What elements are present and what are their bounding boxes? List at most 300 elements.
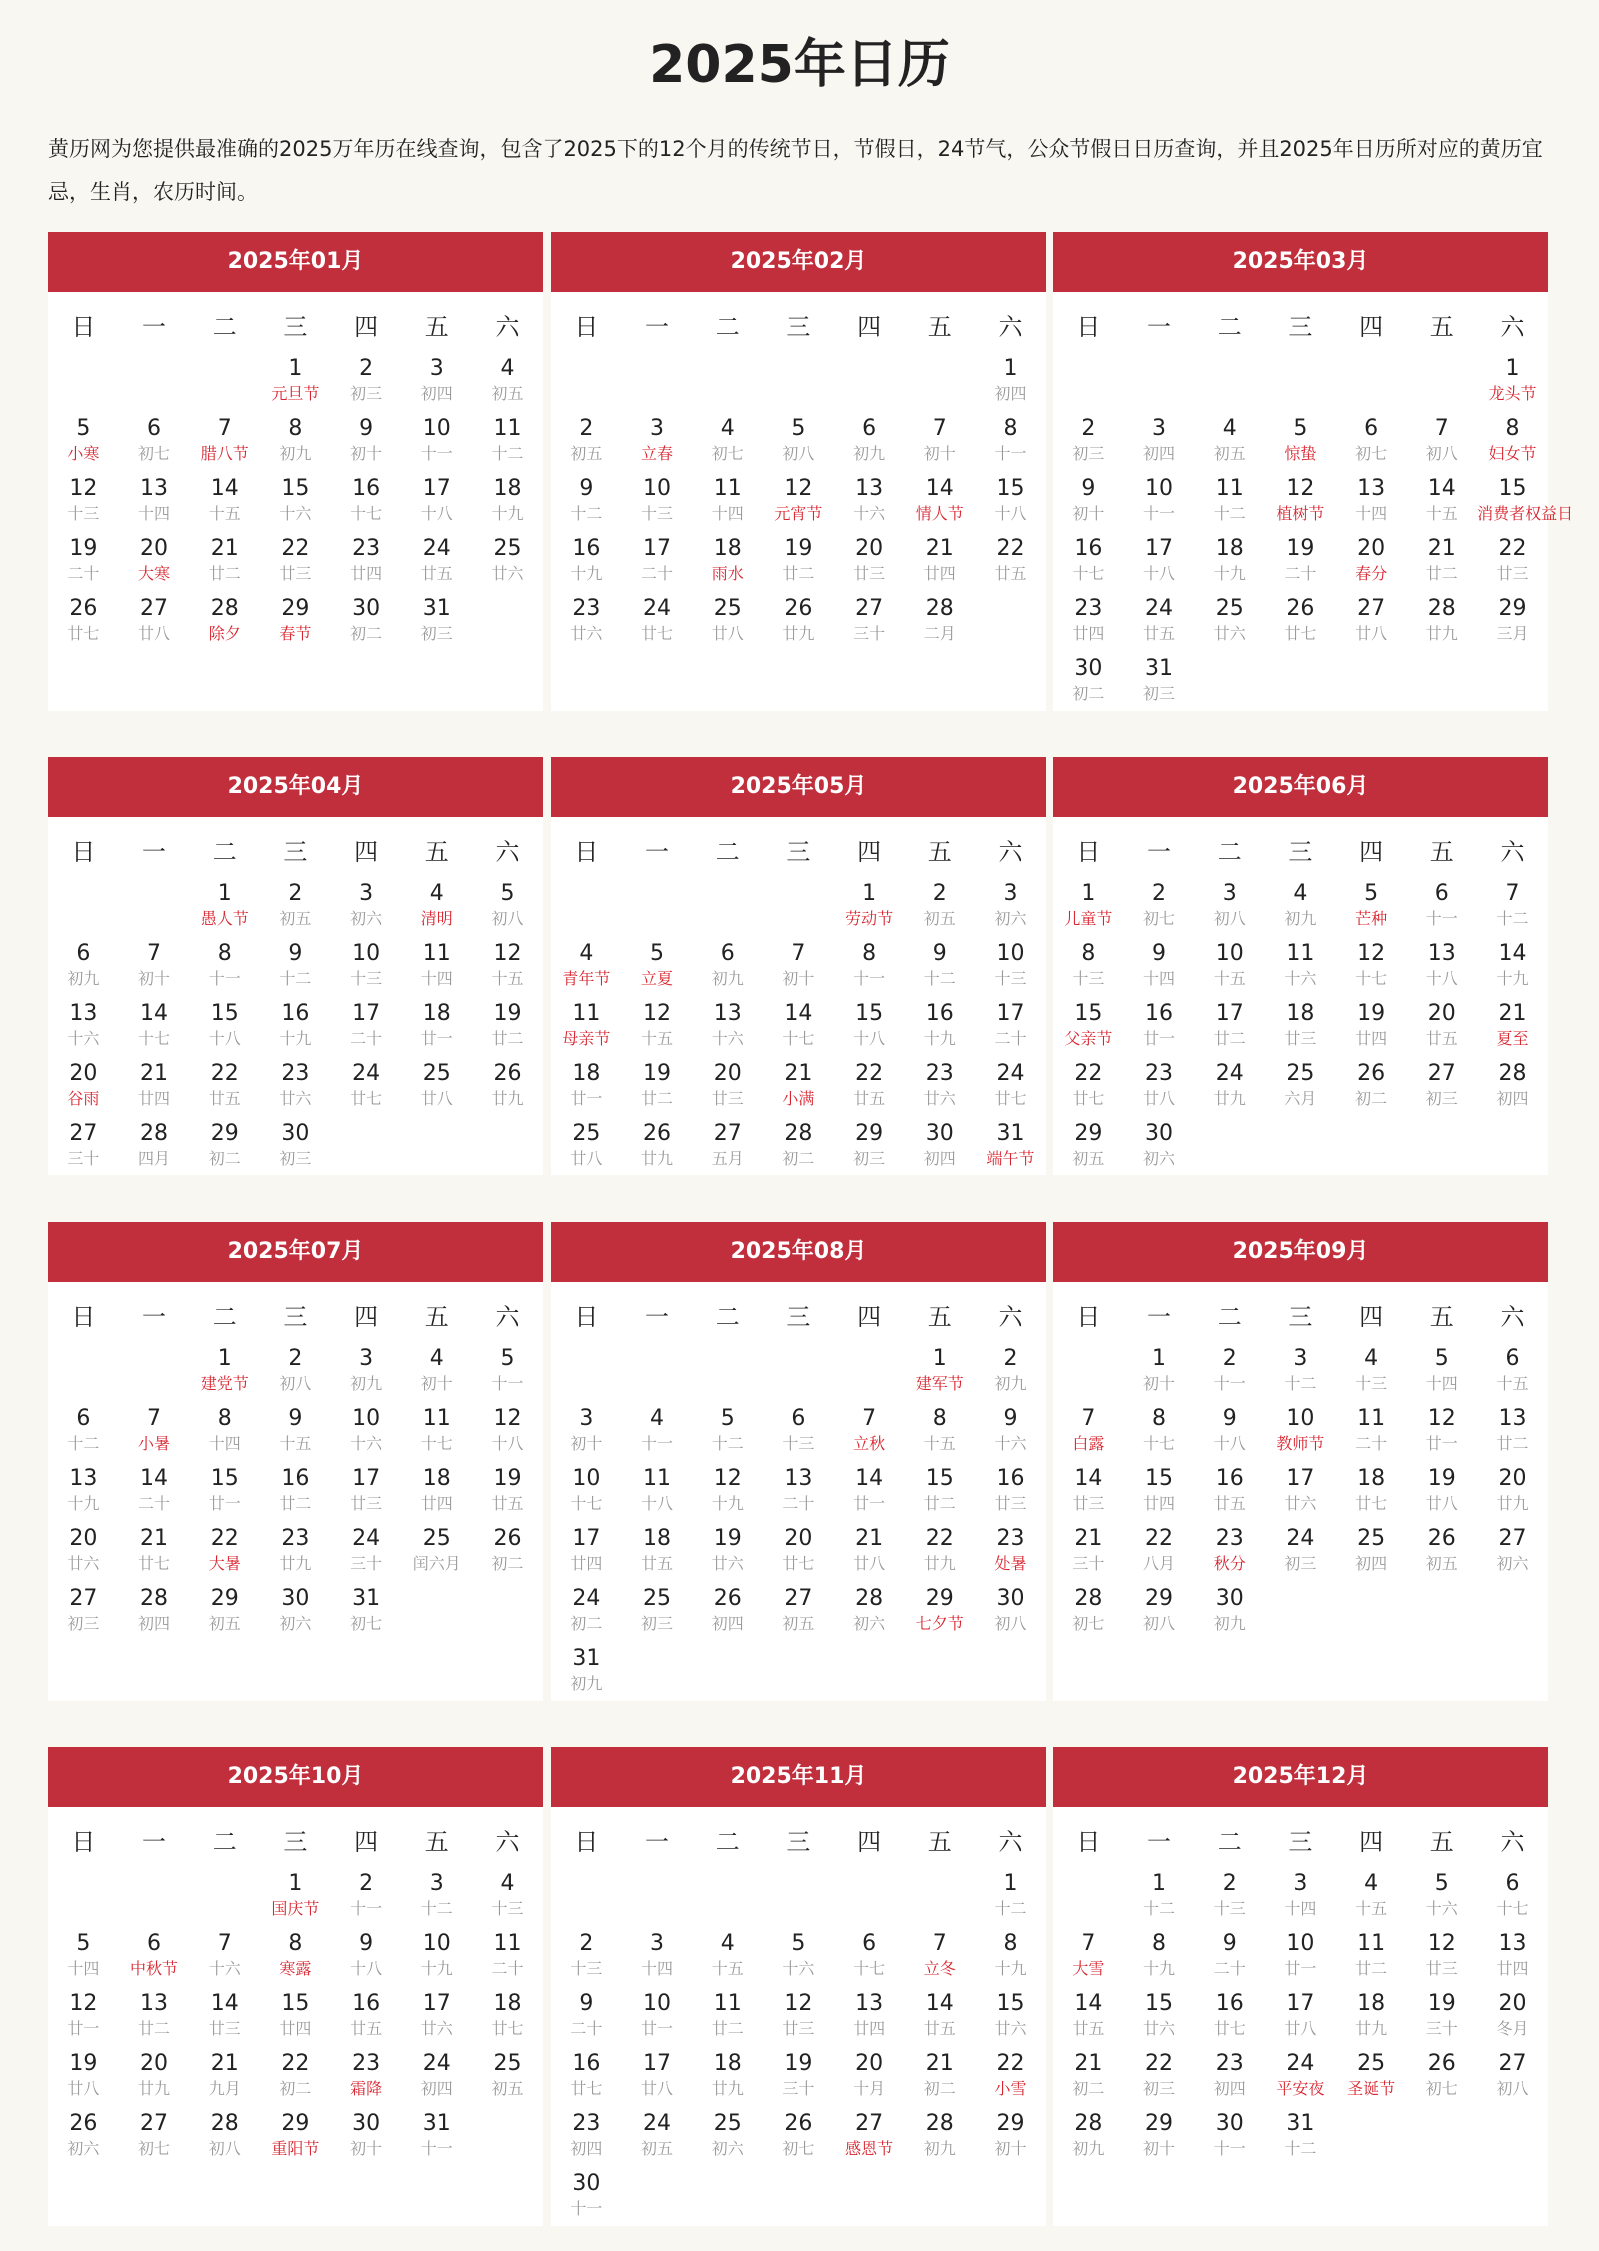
day-cell[interactable] xyxy=(1194,536,1265,596)
day-cell[interactable] xyxy=(834,1406,905,1466)
day-cell[interactable] xyxy=(622,1586,693,1646)
day-cell[interactable] xyxy=(1265,1871,1336,1931)
day-cell[interactable] xyxy=(401,1001,472,1061)
day-cell[interactable] xyxy=(189,1526,260,1586)
day-cell[interactable] xyxy=(1477,536,1548,596)
day-cell[interactable] xyxy=(763,596,834,656)
day-cell[interactable] xyxy=(692,536,763,596)
day-cell[interactable] xyxy=(1053,881,1124,941)
day-cell[interactable] xyxy=(401,2051,472,2111)
day-cell[interactable] xyxy=(1477,1991,1548,2051)
month-header[interactable]: 2025年10月 xyxy=(48,1747,543,1807)
day-cell[interactable] xyxy=(904,476,975,536)
day-cell[interactable] xyxy=(260,941,331,1001)
day-cell[interactable] xyxy=(260,536,331,596)
day-cell[interactable] xyxy=(260,1406,331,1466)
day-cell[interactable] xyxy=(1194,1466,1265,1526)
day-cell[interactable] xyxy=(472,1406,543,1466)
day-cell[interactable] xyxy=(48,1991,119,2051)
day-cell[interactable] xyxy=(763,1931,834,1991)
day-cell[interactable] xyxy=(1053,416,1124,476)
day-cell[interactable] xyxy=(1053,656,1124,716)
day-cell[interactable] xyxy=(331,356,402,416)
day-cell[interactable] xyxy=(904,2111,975,2171)
day-cell[interactable] xyxy=(551,2171,622,2231)
day-cell[interactable] xyxy=(1053,941,1124,1001)
day-cell[interactable] xyxy=(1053,1001,1124,1061)
day-cell[interactable] xyxy=(975,1346,1046,1406)
day-cell[interactable] xyxy=(119,536,190,596)
day-cell[interactable] xyxy=(975,941,1046,1001)
day-cell[interactable] xyxy=(119,1586,190,1646)
day-cell[interactable] xyxy=(48,941,119,1001)
day-cell[interactable] xyxy=(1265,1931,1336,1991)
day-cell[interactable] xyxy=(1406,1406,1477,1466)
day-cell[interactable] xyxy=(622,1466,693,1526)
day-cell[interactable] xyxy=(692,1991,763,2051)
day-cell[interactable] xyxy=(472,1466,543,1526)
day-cell[interactable] xyxy=(260,476,331,536)
day-cell[interactable] xyxy=(331,2051,402,2111)
day-cell[interactable] xyxy=(260,1871,331,1931)
day-cell[interactable] xyxy=(1124,656,1195,716)
day-cell[interactable] xyxy=(1053,1406,1124,1466)
day-cell[interactable] xyxy=(904,1406,975,1466)
day-cell[interactable] xyxy=(975,476,1046,536)
day-cell[interactable] xyxy=(1194,1346,1265,1406)
day-cell[interactable] xyxy=(331,1001,402,1061)
day-cell[interactable] xyxy=(472,1991,543,2051)
day-cell[interactable] xyxy=(551,416,622,476)
day-cell[interactable] xyxy=(1265,536,1336,596)
day-cell[interactable] xyxy=(1336,596,1407,656)
day-cell[interactable] xyxy=(834,881,905,941)
day-cell[interactable] xyxy=(834,596,905,656)
day-cell[interactable] xyxy=(260,2051,331,2111)
day-cell[interactable] xyxy=(975,2111,1046,2171)
day-cell[interactable] xyxy=(1406,536,1477,596)
day-cell[interactable] xyxy=(692,476,763,536)
day-cell[interactable] xyxy=(260,1931,331,1991)
day-cell[interactable] xyxy=(692,941,763,1001)
day-cell[interactable] xyxy=(331,1871,402,1931)
day-cell[interactable] xyxy=(260,416,331,476)
day-cell[interactable] xyxy=(1406,1466,1477,1526)
day-cell[interactable] xyxy=(1406,1061,1477,1121)
day-cell[interactable] xyxy=(1406,596,1477,656)
day-cell[interactable] xyxy=(692,1586,763,1646)
day-cell[interactable] xyxy=(1477,1931,1548,1991)
day-cell[interactable] xyxy=(551,596,622,656)
day-cell[interactable] xyxy=(331,1406,402,1466)
day-cell[interactable] xyxy=(48,1526,119,1586)
day-cell[interactable] xyxy=(1053,1526,1124,1586)
day-cell[interactable] xyxy=(260,1526,331,1586)
day-cell[interactable] xyxy=(119,1001,190,1061)
day-cell[interactable] xyxy=(1265,476,1336,536)
day-cell[interactable] xyxy=(1194,1406,1265,1466)
day-cell[interactable] xyxy=(551,1931,622,1991)
day-cell[interactable] xyxy=(834,416,905,476)
day-cell[interactable] xyxy=(692,2111,763,2171)
day-cell[interactable] xyxy=(331,536,402,596)
day-cell[interactable] xyxy=(1406,881,1477,941)
day-cell[interactable] xyxy=(551,941,622,1001)
day-cell[interactable] xyxy=(763,1406,834,1466)
day-cell[interactable] xyxy=(260,1061,331,1121)
day-cell[interactable] xyxy=(975,1061,1046,1121)
day-cell[interactable] xyxy=(1053,2111,1124,2171)
day-cell[interactable] xyxy=(1194,1526,1265,1586)
day-cell[interactable] xyxy=(48,1586,119,1646)
day-cell[interactable] xyxy=(1124,1121,1195,1181)
day-cell[interactable] xyxy=(1477,1466,1548,1526)
day-cell[interactable] xyxy=(1265,1526,1336,1586)
day-cell[interactable] xyxy=(401,1346,472,1406)
day-cell[interactable] xyxy=(1124,536,1195,596)
day-cell[interactable] xyxy=(472,1346,543,1406)
day-cell[interactable] xyxy=(975,881,1046,941)
day-cell[interactable] xyxy=(189,881,260,941)
day-cell[interactable] xyxy=(331,941,402,1001)
day-cell[interactable] xyxy=(551,1586,622,1646)
day-cell[interactable] xyxy=(331,1061,402,1121)
day-cell[interactable] xyxy=(763,1466,834,1526)
day-cell[interactable] xyxy=(119,1406,190,1466)
day-cell[interactable] xyxy=(1194,476,1265,536)
day-cell[interactable] xyxy=(692,1001,763,1061)
day-cell[interactable] xyxy=(189,1991,260,2051)
day-cell[interactable] xyxy=(1124,476,1195,536)
day-cell[interactable] xyxy=(904,1001,975,1061)
day-cell[interactable] xyxy=(401,1991,472,2051)
day-cell[interactable] xyxy=(622,2111,693,2171)
day-cell[interactable] xyxy=(692,1406,763,1466)
day-cell[interactable] xyxy=(834,1121,905,1181)
day-cell[interactable] xyxy=(551,1991,622,2051)
day-cell[interactable] xyxy=(189,536,260,596)
day-cell[interactable] xyxy=(622,941,693,1001)
month-header[interactable]: 2025年05月 xyxy=(551,757,1046,817)
day-cell[interactable] xyxy=(1336,1466,1407,1526)
day-cell[interactable] xyxy=(1336,536,1407,596)
day-cell[interactable] xyxy=(189,1931,260,1991)
day-cell[interactable] xyxy=(551,1466,622,1526)
day-cell[interactable] xyxy=(975,1586,1046,1646)
day-cell[interactable] xyxy=(401,356,472,416)
day-cell[interactable] xyxy=(331,1991,402,2051)
day-cell[interactable] xyxy=(763,1061,834,1121)
day-cell[interactable] xyxy=(622,1991,693,2051)
day-cell[interactable] xyxy=(1265,1346,1336,1406)
day-cell[interactable] xyxy=(551,1001,622,1061)
day-cell[interactable] xyxy=(551,1121,622,1181)
day-cell[interactable] xyxy=(763,1526,834,1586)
day-cell[interactable] xyxy=(260,1001,331,1061)
day-cell[interactable] xyxy=(1124,1061,1195,1121)
day-cell[interactable] xyxy=(622,1061,693,1121)
month-header[interactable]: 2025年07月 xyxy=(48,1222,543,1282)
day-cell[interactable] xyxy=(48,1001,119,1061)
day-cell[interactable] xyxy=(119,1466,190,1526)
day-cell[interactable] xyxy=(1194,416,1265,476)
day-cell[interactable] xyxy=(551,1406,622,1466)
day-cell[interactable] xyxy=(1194,1001,1265,1061)
day-cell[interactable] xyxy=(834,2051,905,2111)
day-cell[interactable] xyxy=(834,1991,905,2051)
day-cell[interactable] xyxy=(1477,1346,1548,1406)
day-cell[interactable] xyxy=(189,1001,260,1061)
day-cell[interactable] xyxy=(1477,1061,1548,1121)
day-cell[interactable] xyxy=(1265,416,1336,476)
day-cell[interactable] xyxy=(401,416,472,476)
day-cell[interactable] xyxy=(904,536,975,596)
day-cell[interactable] xyxy=(763,1586,834,1646)
day-cell[interactable] xyxy=(622,1406,693,1466)
day-cell[interactable] xyxy=(401,536,472,596)
day-cell[interactable] xyxy=(472,416,543,476)
day-cell[interactable] xyxy=(119,1121,190,1181)
day-cell[interactable] xyxy=(189,1406,260,1466)
day-cell[interactable] xyxy=(975,1001,1046,1061)
day-cell[interactable] xyxy=(1265,1061,1336,1121)
day-cell[interactable] xyxy=(692,416,763,476)
day-cell[interactable] xyxy=(401,1061,472,1121)
day-cell[interactable] xyxy=(834,1001,905,1061)
day-cell[interactable] xyxy=(189,941,260,1001)
day-cell[interactable] xyxy=(904,881,975,941)
day-cell[interactable] xyxy=(1265,1991,1336,2051)
month-header[interactable]: 2025年09月 xyxy=(1053,1222,1548,1282)
day-cell[interactable] xyxy=(401,881,472,941)
day-cell[interactable] xyxy=(622,1931,693,1991)
day-cell[interactable] xyxy=(622,416,693,476)
day-cell[interactable] xyxy=(1406,1991,1477,2051)
day-cell[interactable] xyxy=(1336,2051,1407,2111)
day-cell[interactable] xyxy=(1406,1526,1477,1586)
day-cell[interactable] xyxy=(975,1526,1046,1586)
day-cell[interactable] xyxy=(119,596,190,656)
day-cell[interactable] xyxy=(189,1466,260,1526)
day-cell[interactable] xyxy=(904,1346,975,1406)
day-cell[interactable] xyxy=(1124,1586,1195,1646)
month-header[interactable]: 2025年08月 xyxy=(551,1222,1046,1282)
day-cell[interactable] xyxy=(1194,2051,1265,2111)
day-cell[interactable] xyxy=(904,1526,975,1586)
day-cell[interactable] xyxy=(401,1871,472,1931)
day-cell[interactable] xyxy=(1265,1001,1336,1061)
day-cell[interactable] xyxy=(904,1466,975,1526)
day-cell[interactable] xyxy=(472,881,543,941)
day-cell[interactable] xyxy=(904,1586,975,1646)
day-cell[interactable] xyxy=(1406,416,1477,476)
day-cell[interactable] xyxy=(622,1121,693,1181)
month-header[interactable]: 2025年03月 xyxy=(1053,232,1548,292)
day-cell[interactable] xyxy=(1053,1061,1124,1121)
day-cell[interactable] xyxy=(834,2111,905,2171)
day-cell[interactable] xyxy=(1336,1931,1407,1991)
day-cell[interactable] xyxy=(119,476,190,536)
day-cell[interactable] xyxy=(331,1466,402,1526)
day-cell[interactable] xyxy=(763,536,834,596)
day-cell[interactable] xyxy=(904,1931,975,1991)
day-cell[interactable] xyxy=(1477,1526,1548,1586)
day-cell[interactable] xyxy=(331,476,402,536)
day-cell[interactable] xyxy=(189,1121,260,1181)
day-cell[interactable] xyxy=(1124,1406,1195,1466)
day-cell[interactable] xyxy=(119,1931,190,1991)
day-cell[interactable] xyxy=(401,2111,472,2171)
day-cell[interactable] xyxy=(622,476,693,536)
day-cell[interactable] xyxy=(975,1121,1046,1181)
day-cell[interactable] xyxy=(472,1061,543,1121)
day-cell[interactable] xyxy=(401,1931,472,1991)
day-cell[interactable] xyxy=(692,1121,763,1181)
day-cell[interactable] xyxy=(472,356,543,416)
day-cell[interactable] xyxy=(1406,1346,1477,1406)
day-cell[interactable] xyxy=(551,1526,622,1586)
day-cell[interactable] xyxy=(1265,596,1336,656)
day-cell[interactable] xyxy=(48,596,119,656)
day-cell[interactable] xyxy=(692,1061,763,1121)
day-cell[interactable] xyxy=(1124,596,1195,656)
day-cell[interactable] xyxy=(331,1526,402,1586)
day-cell[interactable] xyxy=(189,1061,260,1121)
day-cell[interactable] xyxy=(1406,1871,1477,1931)
day-cell[interactable] xyxy=(1053,1466,1124,1526)
day-cell[interactable] xyxy=(1053,1586,1124,1646)
day-cell[interactable] xyxy=(551,476,622,536)
day-cell[interactable] xyxy=(260,881,331,941)
day-cell[interactable] xyxy=(1194,1586,1265,1646)
day-cell[interactable] xyxy=(48,536,119,596)
day-cell[interactable] xyxy=(1336,941,1407,1001)
day-cell[interactable] xyxy=(1477,1871,1548,1931)
day-cell[interactable] xyxy=(1053,476,1124,536)
day-cell[interactable] xyxy=(119,2051,190,2111)
day-cell[interactable] xyxy=(622,1001,693,1061)
month-header[interactable]: 2025年11月 xyxy=(551,1747,1046,1807)
day-cell[interactable] xyxy=(401,596,472,656)
day-cell[interactable] xyxy=(1053,1931,1124,1991)
month-header[interactable]: 2025年02月 xyxy=(551,232,1046,292)
day-cell[interactable] xyxy=(1477,941,1548,1001)
day-cell[interactable] xyxy=(1477,596,1548,656)
day-cell[interactable] xyxy=(1406,2051,1477,2111)
day-cell[interactable] xyxy=(975,1931,1046,1991)
day-cell[interactable] xyxy=(331,1346,402,1406)
day-cell[interactable] xyxy=(1406,941,1477,1001)
day-cell[interactable] xyxy=(331,1931,402,1991)
day-cell[interactable] xyxy=(48,1466,119,1526)
day-cell[interactable] xyxy=(1124,1871,1195,1931)
day-cell[interactable] xyxy=(472,476,543,536)
day-cell[interactable] xyxy=(1194,1931,1265,1991)
day-cell[interactable] xyxy=(1053,596,1124,656)
day-cell[interactable] xyxy=(622,2051,693,2111)
day-cell[interactable] xyxy=(551,2051,622,2111)
day-cell[interactable] xyxy=(1336,1526,1407,1586)
day-cell[interactable] xyxy=(834,1061,905,1121)
day-cell[interactable] xyxy=(834,476,905,536)
month-header[interactable]: 2025年12月 xyxy=(1053,1747,1548,1807)
month-header[interactable]: 2025年01月 xyxy=(48,232,543,292)
day-cell[interactable] xyxy=(834,1466,905,1526)
day-cell[interactable] xyxy=(1194,1871,1265,1931)
day-cell[interactable] xyxy=(763,416,834,476)
day-cell[interactable] xyxy=(622,536,693,596)
day-cell[interactable] xyxy=(119,1061,190,1121)
day-cell[interactable] xyxy=(1124,881,1195,941)
day-cell[interactable] xyxy=(260,1346,331,1406)
day-cell[interactable] xyxy=(1053,1121,1124,1181)
day-cell[interactable] xyxy=(260,2111,331,2171)
day-cell[interactable] xyxy=(48,476,119,536)
day-cell[interactable] xyxy=(1406,1931,1477,1991)
day-cell[interactable] xyxy=(692,2051,763,2111)
day-cell[interactable] xyxy=(331,596,402,656)
day-cell[interactable] xyxy=(975,1871,1046,1931)
day-cell[interactable] xyxy=(401,941,472,1001)
day-cell[interactable] xyxy=(472,1871,543,1931)
day-cell[interactable] xyxy=(260,1466,331,1526)
day-cell[interactable] xyxy=(1124,1991,1195,2051)
day-cell[interactable] xyxy=(904,2051,975,2111)
day-cell[interactable] xyxy=(1265,881,1336,941)
day-cell[interactable] xyxy=(975,1406,1046,1466)
day-cell[interactable] xyxy=(1053,1991,1124,2051)
day-cell[interactable] xyxy=(119,941,190,1001)
day-cell[interactable] xyxy=(622,1526,693,1586)
day-cell[interactable] xyxy=(834,1931,905,1991)
day-cell[interactable] xyxy=(551,536,622,596)
day-cell[interactable] xyxy=(472,2051,543,2111)
day-cell[interactable] xyxy=(119,2111,190,2171)
day-cell[interactable] xyxy=(975,536,1046,596)
day-cell[interactable] xyxy=(1124,1346,1195,1406)
day-cell[interactable] xyxy=(1265,1406,1336,1466)
day-cell[interactable] xyxy=(1124,416,1195,476)
day-cell[interactable] xyxy=(1336,1346,1407,1406)
day-cell[interactable] xyxy=(1336,476,1407,536)
day-cell[interactable] xyxy=(260,1991,331,2051)
day-cell[interactable] xyxy=(189,476,260,536)
day-cell[interactable] xyxy=(48,1406,119,1466)
day-cell[interactable] xyxy=(551,1646,622,1706)
day-cell[interactable] xyxy=(48,2051,119,2111)
day-cell[interactable] xyxy=(692,1931,763,1991)
day-cell[interactable] xyxy=(1477,1406,1548,1466)
day-cell[interactable] xyxy=(331,1586,402,1646)
day-cell[interactable] xyxy=(472,1001,543,1061)
day-cell[interactable] xyxy=(763,1991,834,2051)
day-cell[interactable] xyxy=(1477,476,1574,536)
day-cell[interactable] xyxy=(119,1526,190,1586)
day-cell[interactable] xyxy=(401,1406,472,1466)
day-cell[interactable] xyxy=(401,1466,472,1526)
day-cell[interactable] xyxy=(763,941,834,1001)
day-cell[interactable] xyxy=(975,356,1046,416)
day-cell[interactable] xyxy=(763,476,834,536)
day-cell[interactable] xyxy=(331,416,402,476)
day-cell[interactable] xyxy=(1053,2051,1124,2111)
day-cell[interactable] xyxy=(1265,2111,1336,2171)
day-cell[interactable] xyxy=(331,881,402,941)
day-cell[interactable] xyxy=(1194,596,1265,656)
day-cell[interactable] xyxy=(48,416,119,476)
day-cell[interactable] xyxy=(48,1931,119,1991)
day-cell[interactable] xyxy=(1194,941,1265,1001)
